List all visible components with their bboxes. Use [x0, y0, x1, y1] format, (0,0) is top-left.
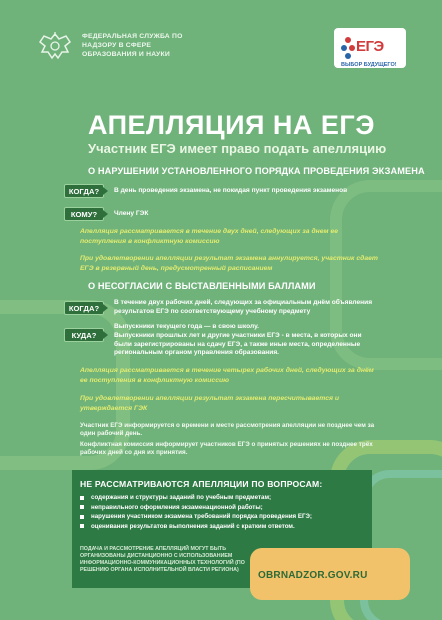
- website-link[interactable]: OBRNADZOR.GOV.RU: [258, 570, 368, 581]
- where-tag: КУДА?: [64, 328, 104, 342]
- section-heading-violation: О НАРУШЕНИИ УСТАНОВЛЕННОГО ПОРЯДКА ПРОВЕДЕНИЯ ЭКЗАМЕНА: [88, 166, 425, 176]
- note-review-time: Апелляция рассматривается в течение двух дней, следующих за днем ее поступления в конфликтную комиссию: [80, 228, 339, 245]
- list-item: неправильного оформления экзаменационной работы;: [80, 503, 312, 513]
- when-text: В день проведения экзамена, не покидая пункт проведения экзаменов: [114, 187, 348, 194]
- section-heading-scores: О НЕСОГЛАСИИ С ВЫСТАВЛЕННЫМИ БАЛЛАМИ: [88, 281, 316, 291]
- when-tag: КОГДА?: [64, 301, 104, 315]
- list-item: содержания и структуры заданий по учебным предметам;: [80, 493, 312, 503]
- info-notification: Участник ЕГЭ информируется о времени и месте рассмотрения апелляции не позднее чем за один рабочий день.: [80, 422, 375, 438]
- eagle-emblem-icon: [36, 30, 74, 64]
- whom-text: Члену ГЭК: [114, 210, 149, 217]
- where-text-current: Выпускники текущего года — в свою школу.: [114, 323, 259, 330]
- note-result: При удовлетворении апелляции результат экзамена аннулируется, участник сдает ЕГЭ в резервный день, предусмотренный расписанием: [80, 255, 378, 272]
- list-item: оценивания результатов выполнения заданий с кратким ответом.: [80, 522, 312, 532]
- panel-title: НЕ РАССМАТРИВАЮТСЯ АПЕЛЛЯЦИИ ПО ВОПРОСАМ:: [80, 479, 323, 489]
- note-review-time: Апелляция рассматривается в течение четырех рабочих дней, следующих за днём ее поступления в конфликтную комиссию: [80, 367, 374, 384]
- header: [0, 0, 442, 92]
- panel-list: [80, 493, 312, 531]
- panel-note: ПОДАЧА И РАССМОТРЕНИЕ АПЕЛЛЯЦИЙ МОГУТ БЫТЬ ОРГАНИЗОВАНЫ ДИСТАНЦИОННО С ИСПОЛЬЗОВАНИЕМ ИНФОРМАЦИОННО-КОММУНИКАЦИОННЫХ ТЕХНОЛОГИЙ (ПО РЕШЕНИЮ ОРГАНА ИСПОЛНИТЕЛЬНОЙ ВЛАСТИ РЕГИОНА): [80, 546, 245, 573]
- logo-slogan: ВЫБОР БУДУЩЕГО!: [341, 62, 397, 68]
- logo-text: ЕГЭ: [356, 38, 384, 55]
- note-result: При удовлетворении апелляции результат экзамена пересчитывается и утверждается ГЭК: [80, 395, 340, 412]
- where-text-others: Выпускники прошлых лет и другие участники ЕГЭ - в места, в которых они были зарегистрированы на сдачу ЕГЭ, а также иные места, определенные региональным органом управления образования.: [114, 332, 362, 357]
- when-text: В течение двух рабочих дней, следующих за официальным днём объявления результатов ЕГЭ по соответствующему учебному предмету: [114, 299, 373, 315]
- page-subtitle: Участник ЕГЭ имеет право подать апелляцию: [88, 141, 387, 156]
- info-decision: Конфликтная комиссия информирует участников ЕГЭ о принятых решениях не позднее трёх рабочих дней со дня их принятия.: [80, 441, 373, 457]
- agency-name: ФЕДЕРАЛЬНАЯ СЛУЖБА ПО НАДЗОРУ В СФЕРЕ ОБРАЗОВАНИЯ И НАУКИ: [82, 33, 183, 58]
- when-tag: КОГДА?: [64, 184, 104, 198]
- page-title: АПЕЛЛЯЦИЯ НА ЕГЭ: [88, 110, 375, 140]
- whom-tag: КОМУ?: [64, 207, 104, 221]
- list-item: нарушения участником экзамена требований порядка проведения ЕГЭ;: [80, 512, 312, 522]
